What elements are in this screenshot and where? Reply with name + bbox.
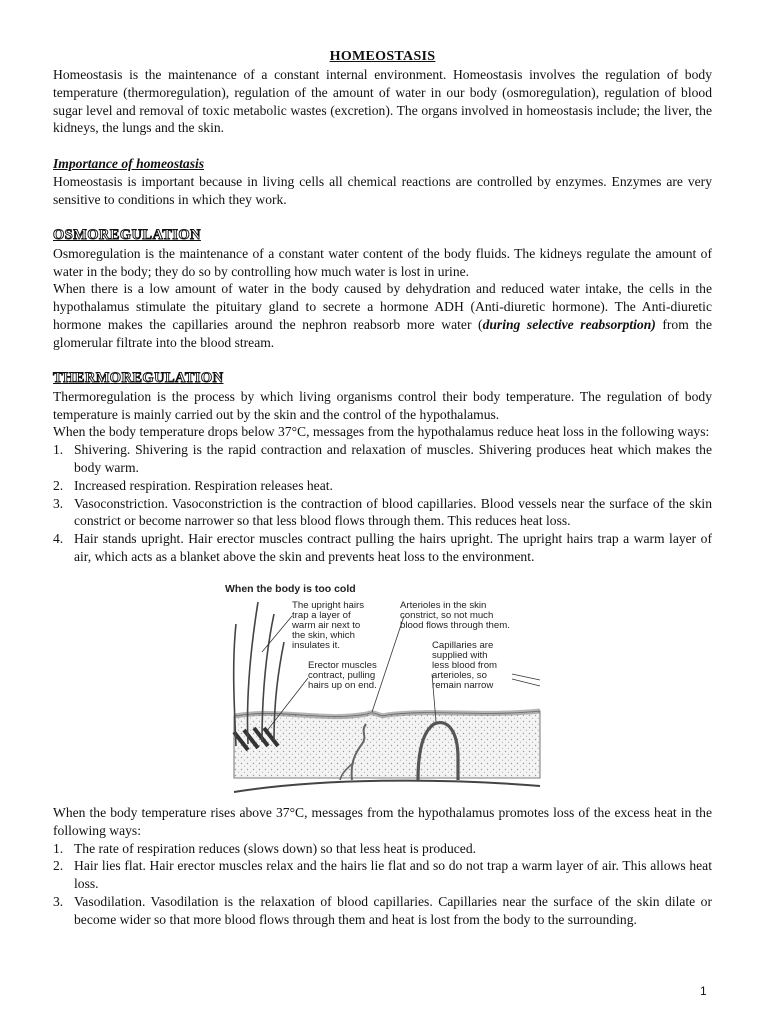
list-text: Vasodilation. Vasodilation is the relaxation of blood capillaries. Capillaries near the surface of the skin dilate or become wider so that more blood flows through them and heat is lost from the body to the surrounding. xyxy=(74,893,712,927)
list-item xyxy=(53,441,712,477)
title-block xyxy=(53,48,712,66)
list-number: 3. xyxy=(53,893,64,909)
list-text: Shivering. Shivering is the rapid contraction and relaxation of muscles. Shivering produces heat which makes the body warm. xyxy=(74,442,712,475)
skin-cold-diagram xyxy=(222,582,552,796)
osmoregulation-heading: OSMOREGULATION xyxy=(53,227,201,243)
intro-paragraph: Homeostasis is the maintenance of a constant internal environment. Homeostasis involves the regulation of body temperature (thermoregulation), regulation of the amount of water in our body (osmoregulation), regulation of blood sugar level and removal of toxic metabolic wastes (excretion). The organs involved in homeostasis include; the liver, the kidneys, the lungs and the skin. xyxy=(53,67,712,136)
thermoregulation-section xyxy=(53,370,712,566)
hot-response-section xyxy=(53,804,712,929)
page-number: 1 xyxy=(700,984,707,998)
importance-heading: Importance of homeostasis xyxy=(53,156,205,171)
list-item xyxy=(53,495,712,531)
list-item xyxy=(53,857,712,893)
list-number: 1. xyxy=(53,442,64,458)
list-number: 3. xyxy=(53,495,64,511)
cold-intro: When the body temperature drops below 37°C, messages from the hypothalamus reduce heat loss in the following ways: xyxy=(53,424,710,440)
thermoregulation-paragraph: Thermoregulation is the process by which living organisms control their body temperature. The regulation of body temperature is mainly carried out by the skin and the control of the hypothalamus. xyxy=(53,388,712,422)
osmoregulation-section xyxy=(53,227,712,352)
hot-intro: When the body temperature rises above 37°C, messages from the hypothalamus promotes loss of the excess heat in the following ways: xyxy=(53,805,712,838)
muscles-label: Erector muscles contract, pulling hairs up on end. xyxy=(308,660,377,691)
list-item xyxy=(53,840,712,858)
list-number: 2. xyxy=(53,477,64,493)
arterioles-label: Arterioles in the skin constrict, so not much blood flows through them. xyxy=(400,600,510,631)
list-text: Hair lies flat. Hair erector muscles relax and the hairs lie flat and so do not trap a warm layer of air. This allows heat loss. xyxy=(74,858,712,892)
osmoregulation-paragraph-2 xyxy=(53,280,712,351)
list-text: Increased respiration. Respiration releases heat. xyxy=(74,477,333,493)
thermoregulation-heading: THERMOREGULATION xyxy=(53,370,224,386)
osmoregulation-paragraph-1: Osmoregulation is the maintenance of a constant water content of the body fluids. The kidneys regulate the amount of water in the body; they do so by controlling how much water is lost in urine. xyxy=(53,245,712,279)
hot-response-list xyxy=(53,840,712,929)
list-number: 2. xyxy=(53,858,64,874)
list-number: 4. xyxy=(53,531,64,547)
intro-section xyxy=(53,66,712,137)
osmoregulation-text-b: from the glomerular filtrate into the blood stream. xyxy=(53,316,712,350)
list-text: The rate of respiration reduces (slows down) so that less heat is produced. xyxy=(74,840,477,856)
document-title: HOMEOSTASIS xyxy=(329,49,436,64)
capillaries-label: Capillaries are supplied with less blood from arterioles, so remain narrow xyxy=(432,640,498,691)
list-number: 1. xyxy=(53,840,64,856)
osmoregulation-text-a: When there is a low amount of water in the body caused by dehydration and reduced water intake, the cells in the hypothalamus stimulate the pituitary gland to secrete a hormone ADH (Anti-diuretic hormone). The Anti-diuretic hormone makes the capillaries around the nephron reabsorb more water ( xyxy=(53,281,712,332)
list-text: Vasoconstriction. Vasoconstriction is the contraction of blood capillaries. Blood vessels near the surface of the skin constrict or become narrower so that less blood flows through them. This reduces heat loss. xyxy=(74,495,712,529)
list-item xyxy=(53,530,712,566)
list-item xyxy=(53,893,712,929)
figure-caption: When the body is too cold xyxy=(225,583,356,595)
importance-paragraph: Homeostasis is important because in living cells all chemical reactions are controlled by enzymes. Enzymes are very sensitive to conditions in which they work. xyxy=(53,173,712,207)
cold-response-list xyxy=(53,441,712,566)
hairs-label: The upright hairs trap a layer of warm air next to the skin, which insulates it. xyxy=(292,600,364,651)
arteriole-vessel xyxy=(234,781,540,792)
list-item xyxy=(53,477,712,495)
importance-section xyxy=(53,155,712,208)
list-text: Hair stands upright. Hair erector muscles contract pulling the hairs upright. The upright hairs trap a warm layer of air, which acts as a blanket above the skin and prevents heat loss to the environment. xyxy=(74,531,712,564)
osmoregulation-emphasis: during selective reabsorption) xyxy=(482,316,656,332)
skin-tissue xyxy=(234,711,540,778)
